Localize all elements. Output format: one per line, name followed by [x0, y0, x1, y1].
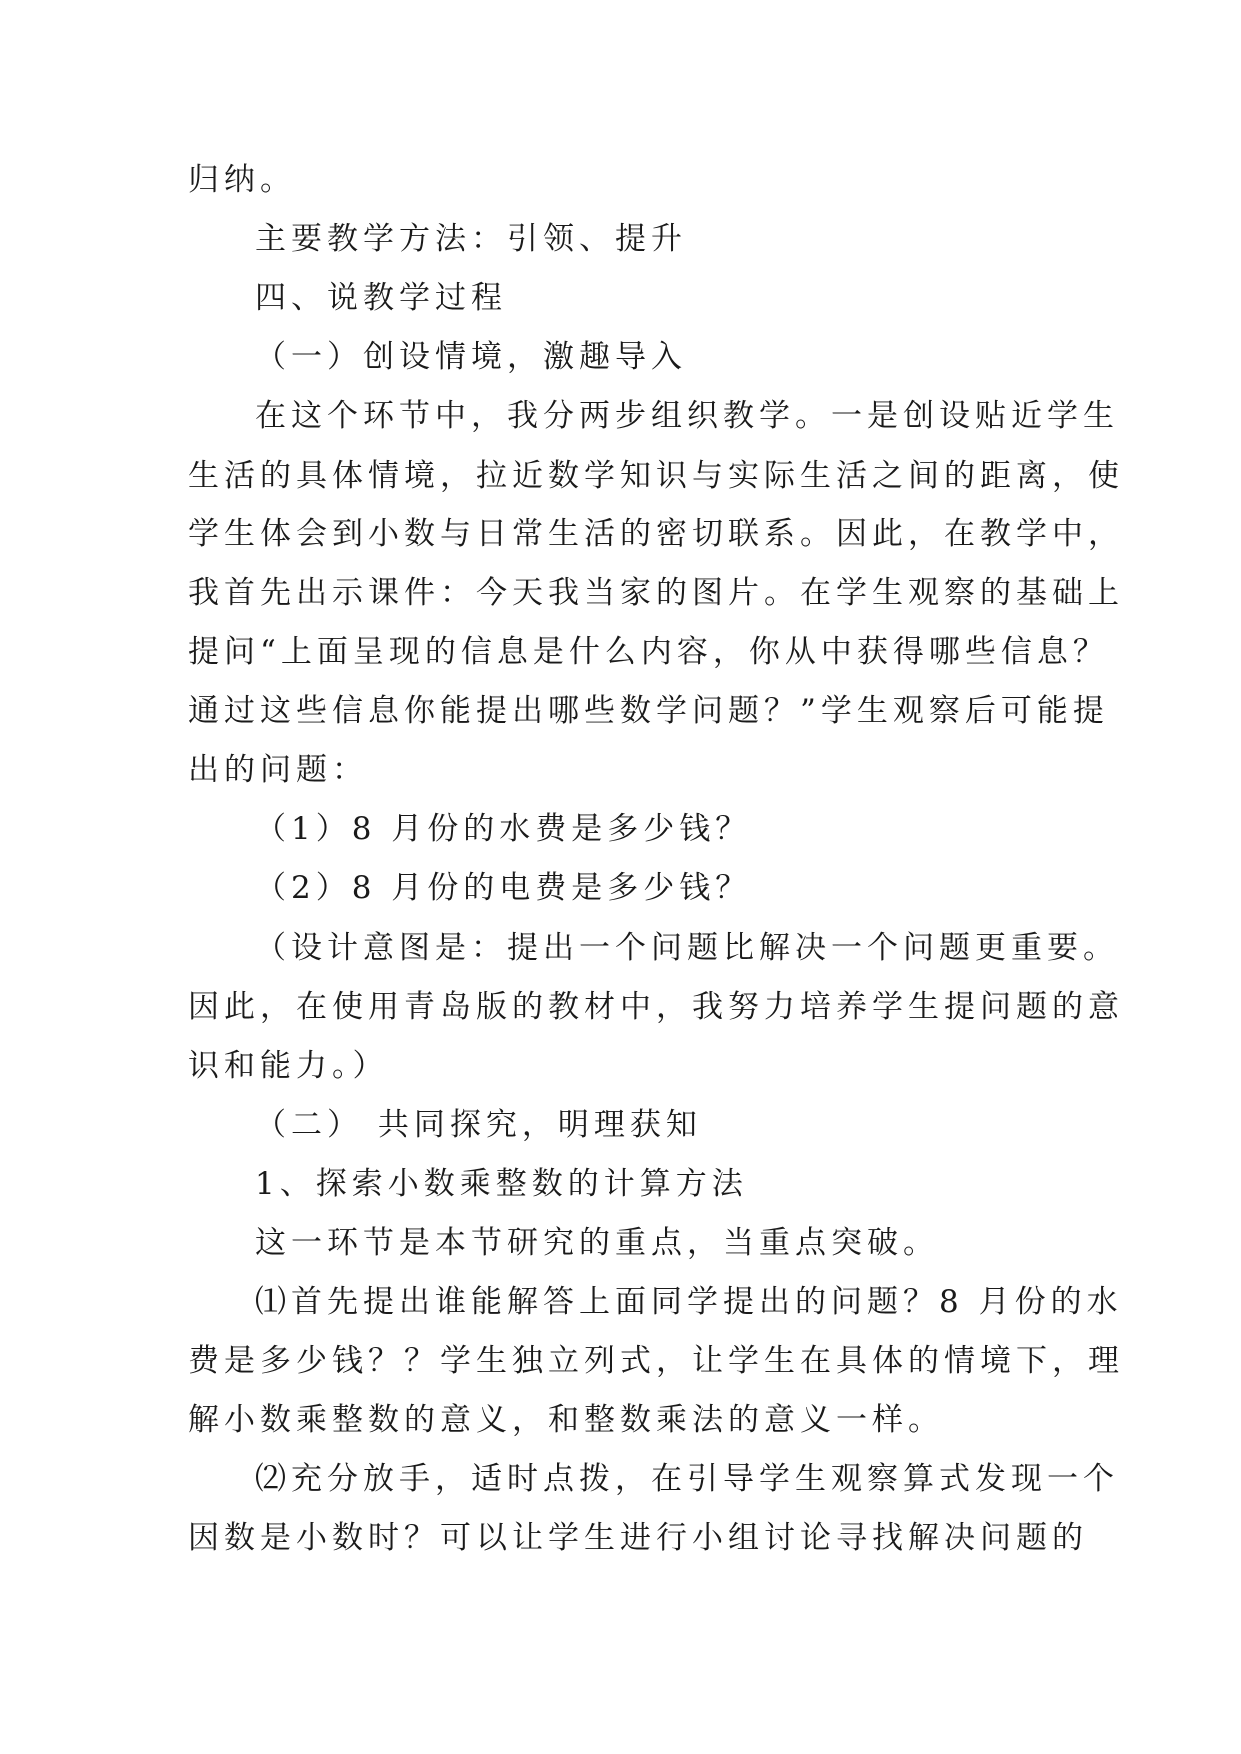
text-line: 因此，在使用青岛版的教材中，我努力培养学生提问题的意	[188, 989, 1124, 1025]
text-line: 学生体会到小数与日常生活的密切联系。因此，在教学中，	[188, 516, 1124, 552]
text-line: 主要教学方法：引领、提升	[255, 221, 687, 257]
text-line: 因数是小数时？可以让学生进行小组讨论寻找解决问题的	[188, 1520, 1088, 1556]
text-line: （2）8 月份的电费是多少钱？	[255, 870, 752, 906]
text-line: 归纳。	[188, 162, 296, 198]
text-line: 通过这些信息你能提出哪些数学问题？”学生观察后可能提	[188, 693, 1109, 729]
text-line: 识和能力。）	[188, 1048, 389, 1084]
text-line: （一）创设情境，激趣导入	[255, 339, 687, 375]
text-line: 四、说教学过程	[255, 280, 507, 316]
text-line: （设计意图是：提出一个问题比解决一个问题更重要。	[255, 930, 1119, 966]
text-line: （二） 共同探究，明理获知	[255, 1107, 702, 1143]
text-line: 生活的具体情境，拉近数学知识与实际生活之间的距离，使	[188, 458, 1124, 494]
text-line: 费是多少钱？？学生独立列式，让学生在具体的情境下，理	[188, 1343, 1124, 1379]
text-line: ⑵充分放手，适时点拨，在引导学生观察算式发现一个	[255, 1461, 1119, 1497]
text-line: （1）8 月份的水费是多少钱？	[255, 811, 752, 847]
text-line: 在这个环节中，我分两步组织教学。一是创设贴近学生	[255, 398, 1119, 434]
text-line: 出的问题：	[188, 752, 368, 788]
text-line: 提问“上面呈现的信息是什么内容，你从中获得哪些信息？	[188, 634, 1109, 670]
text-line: 我首先出示课件：今天我当家的图片。在学生观察的基础上	[188, 575, 1124, 611]
text-line: 1、探索小数乘整数的计算方法	[255, 1166, 748, 1202]
text-line: 解小数乘整数的意义，和整数乘法的意义一样。	[188, 1402, 944, 1438]
text-line: ⑴首先提出谁能解答上面同学提出的问题？8 月份的水	[255, 1284, 1123, 1320]
text-line: 这一环节是本节研究的重点，当重点突破。	[255, 1225, 939, 1261]
